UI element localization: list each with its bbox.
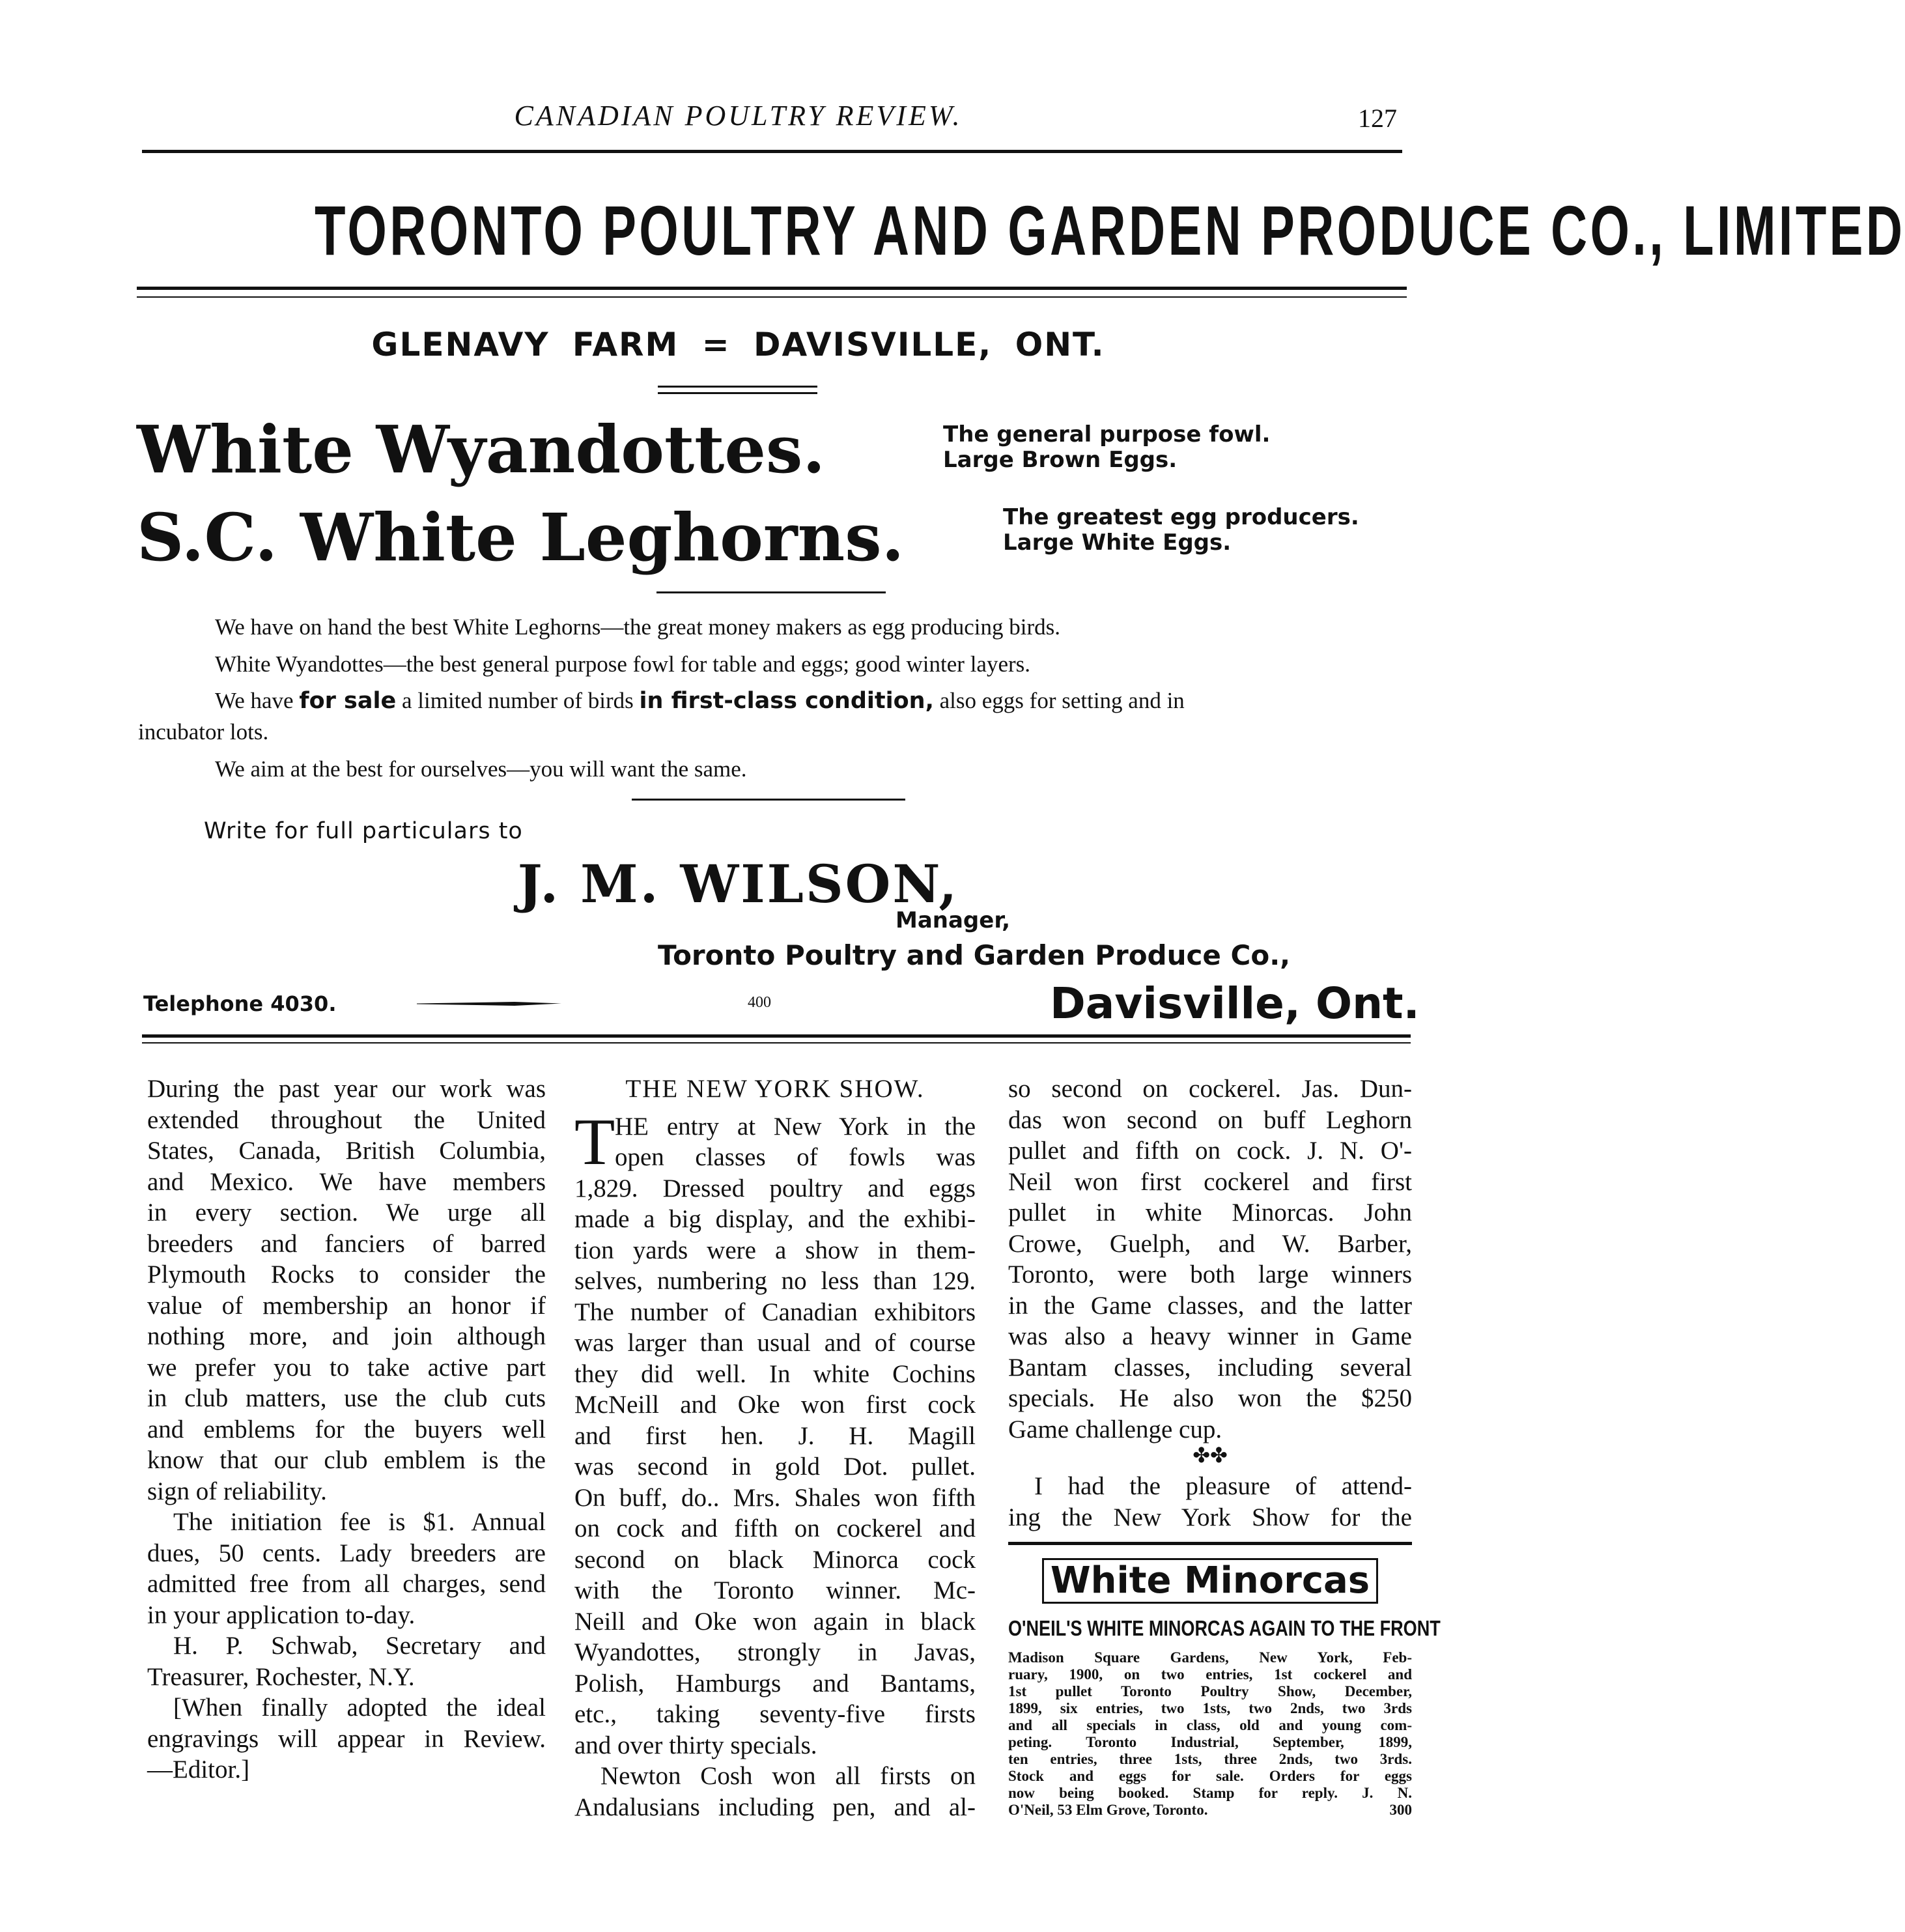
ad-paragraph [215,689,1185,713]
breed-note: Large White Eggs. [1003,530,1232,556]
column-1 [147,1073,546,1785]
text-line: [When finally adopted the ideal [173,1694,546,1722]
fleuron-icon: ✤✤ [1192,1443,1228,1467]
minorcas-line: and all specials in class, old and young com- [1008,1716,1412,1733]
text-line: pullet and fifth on cock. J. N. O'- [1008,1137,1412,1165]
minorcas-line: 1st pullet Toronto Poultry Show, December, [1008,1683,1412,1699]
minorcas-line: Madison Square Gardens, New York, Feb- [1008,1649,1412,1666]
text-line: Game challenge cup. [1008,1415,1222,1443]
header-rule [142,150,1402,153]
text-line: breeders and fanciers of barred [147,1229,546,1258]
ad-paragraph: White Wyandottes—the best general purpose fowl for table and eggs; good winter layers. [215,651,1031,677]
text-line: The initiation fee is $1. Annual [173,1508,546,1536]
ad-paragraph: We have on hand the best White Leghorns—the great money makers as egg producing birds. [215,614,1060,640]
text-line: The number of Canadian exhibitors [574,1298,976,1326]
company-rule-thin [137,296,1407,298]
ad-code: 400 [748,994,771,1011]
minorcas-rule [1008,1542,1412,1545]
text-line: —Editor.] [147,1755,250,1783]
para3-text: a limited number of birds [402,688,634,713]
text-line: etc., taking seventy-five firsts [574,1700,976,1728]
breed-note: The general purpose fowl. [943,421,1271,447]
col2-paragraph-1 [574,1105,976,1761]
text-line: H. P. Schwab, Secretary and [173,1632,546,1660]
column-2 [574,1073,976,1823]
manager-title: Manager, [896,907,1011,933]
col3-paragraph-2 [1008,1471,1412,1533]
text-line: they did well. In white Cochins [574,1359,976,1388]
text-line: Andalusians including pen, and al- [574,1793,976,1821]
company-rule [137,287,1407,290]
text-line: open classes of fowls was [615,1143,976,1171]
minorcas-line: ten entries, three 1sts, three 2nds, two 3rds. [1008,1750,1412,1767]
ad-bottom-rule-thin [142,1042,1411,1044]
text-line: admitted free from all charges, send [147,1570,546,1598]
breed-leghorns: S.C. White Leghorns. [137,499,905,576]
text-line: on cock and fifth on cockerel and [574,1514,976,1542]
breed-note: The greatest egg producers. [1003,504,1359,530]
text-line: selves, numbering no less than 129. [574,1267,976,1295]
minorcas-line: Stock and eggs for sale. Orders for eggs [1008,1767,1412,1784]
manager-name: J. M. WILSON, [517,853,959,915]
para3-bold: for sale [299,688,397,714]
minorcas-line: ruary, 1900, on two entries, 1st cockerel and [1008,1666,1412,1683]
breed-wyandottes-notes [943,422,1270,473]
minorcas-line: 1899, six entries, two 1sts, two 2nds, two 3rds [1008,1699,1412,1716]
text-line: Bantam classes, including several [1008,1353,1412,1382]
text-line: value of membership an honor if [147,1291,546,1320]
manager-company: Toronto Poultry and Garden Produce Co., [658,939,1291,971]
text-line: in every section. We urge all [147,1199,546,1227]
breed-leghorns-notes [1003,505,1359,556]
minorcas-body [1008,1649,1412,1819]
text-line: engravings will appear in Review. [147,1724,546,1753]
minorcas-title: White Minorcas [1042,1558,1378,1604]
text-line: Polish, Hamburgs and Bantams, [574,1669,976,1698]
text-line: Wyandottes, strongly in Javas, [574,1638,976,1666]
text-line: and emblems for the buyers well [147,1415,546,1443]
text-line: I had the pleasure of attend- [1034,1472,1412,1500]
text-line: nothing more, and join although [147,1322,546,1350]
text-line: HE entry at New York in the [615,1112,976,1141]
text-line: Newton Cosh won all firsts on [600,1762,976,1790]
text-line: ing the New York Show for the [1008,1503,1412,1531]
text-line: second on black Minorca cock [574,1545,976,1574]
text-line: in club matters, use the club cuts [147,1384,546,1412]
text-line: in the Game classes, and the latter [1008,1291,1412,1320]
text-line: we prefer you to take active part [147,1353,546,1382]
ad-bottom-rule [142,1034,1411,1038]
column-3 [1008,1073,1441,1819]
breed-note: Large Brown Eggs. [943,447,1178,474]
text-line: States, Canada, British Columbia, [147,1137,546,1165]
para3-bold: in first-class condition, [639,688,934,714]
company-name: TORONTO POULTRY AND GARDEN PRODUCE CO., LIMITED [315,191,1905,270]
text-line: Plymouth Rocks to consider the [147,1260,546,1288]
text-line: made a big display, and the exhibi- [574,1205,976,1233]
text-line: pullet in white Minorcas. John [1008,1199,1412,1227]
text-line: with the Toronto winner. Mc- [574,1576,976,1604]
col1-paragraph-3 [147,1630,546,1692]
article-heading: THE NEW YORK SHOW. [625,1075,925,1103]
text-line: extended throughout the United [147,1105,546,1134]
para3-text: We have [215,688,294,713]
col1-paragraph-4 [147,1692,546,1785]
breeds-rule [656,591,886,593]
text-line: was also a heavy winner in Game [1008,1322,1412,1350]
minorcas-last-line [1008,1802,1412,1819]
minorcas-address: O'Neil, 53 Elm Grove, Toronto. [1008,1801,1208,1818]
text-line: das won second on buff Leghorn [1008,1105,1412,1134]
farm-rule-2 [658,392,817,394]
text-line: in your application to-day. [147,1600,416,1629]
text-line: During the past year our work was [147,1075,546,1103]
text-line: Treasurer, Rochester, N.Y. [147,1662,415,1691]
ad-paragraph: We aim at the best for ourselves—you will want the same. [215,756,747,782]
minorcas-subtitle: O'NEIL'S WHITE MINORCAS AGAIN TO THE FRONT [1008,1616,1441,1640]
text-line: was second in gold Dot. pullet. [574,1453,976,1481]
text-line: 1,829. Dressed poultry and eggs [574,1174,976,1202]
text-line: McNeill and Oke won first cock [574,1391,976,1419]
telephone: Telephone 4030. [143,991,337,1016]
text-line: dues, 50 cents. Lady breeders are [147,1539,546,1567]
running-title: CANADIAN POULTRY REVIEW. [514,100,963,132]
minorcas-line: now being booked. Stamp for reply. J. N. [1008,1784,1412,1801]
col2-paragraph-2 [574,1761,976,1823]
farm-rule [658,386,817,388]
text-line: and Mexico. We have members [147,1167,546,1196]
text-line: and first hen. J. H. Magill [574,1421,976,1450]
minorcas-code: 300 [1389,1801,1412,1818]
text-line: specials. He also won the $250 [1008,1384,1412,1412]
text-line: know that our club emblem is the [147,1446,546,1474]
para3-text: also eggs for setting and in [939,688,1185,713]
write-line: Write for full particulars to [204,818,523,844]
text-line: so second on cockerel. Jas. Dun- [1008,1075,1412,1103]
page-number: 127 [1358,104,1397,133]
text-line: Crowe, Guelph, and W. Barber, [1008,1229,1412,1258]
text-line: Neill and Oke won again in black [574,1607,976,1636]
text-line: sign of reliability. [147,1477,327,1505]
col1-paragraph-1 [147,1073,546,1507]
col1-paragraph-2 [147,1507,546,1630]
text-line: was larger than usual and of course [574,1329,976,1357]
paragraph-rule [632,799,905,801]
text-line: Neil won first cockerel and first [1008,1167,1412,1196]
drop-cap: T [574,1105,615,1179]
text-line: tion yards were a show in them- [574,1236,976,1264]
farm-location: GLENAVY FARM = DAVISVILLE, ONT. [371,326,1105,363]
breed-wyandottes: White Wyandottes. [137,411,826,488]
manager-town: Davisville, Ont. [1050,978,1420,1029]
col3-paragraph-1 [1008,1073,1412,1445]
minorcas-ad [1008,1558,1441,1819]
ad-paragraph: incubator lots. [138,719,269,745]
text-line: Toronto, were both large winners [1008,1260,1412,1288]
text-line: On buff, do.. Mrs. Shales won fifth [574,1483,976,1512]
pointer-icon [417,1001,561,1006]
minorcas-line: peting. Toronto Industrial, September, 1899, [1008,1733,1412,1750]
text-line: and over thirty specials. [574,1731,817,1759]
